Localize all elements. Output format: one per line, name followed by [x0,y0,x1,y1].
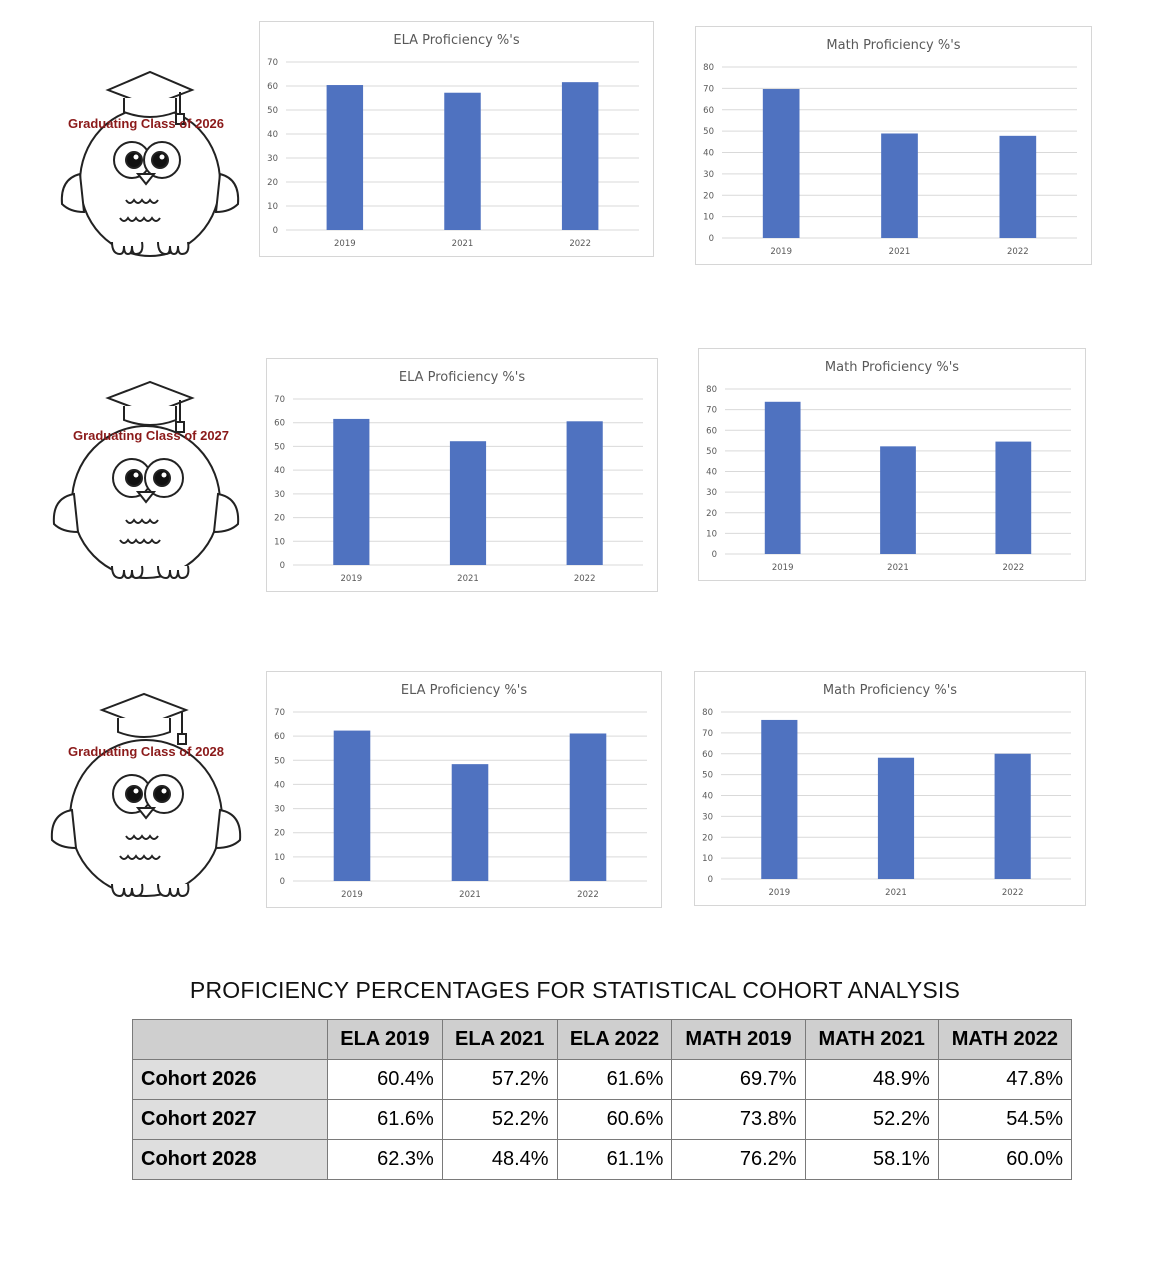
y-tick-label: 0 [272,226,278,236]
table-cell: 47.8% [938,1060,1071,1100]
row-header: Cohort 2027 [133,1100,328,1140]
math-chart-2027-svg [699,349,1085,580]
table-cell: 48.9% [805,1060,938,1100]
table-cell: 60.6% [557,1100,672,1140]
owl-drawing [52,694,240,896]
x-tick-label: 2022 [1001,888,1024,898]
y-tick-label: 20 [706,508,717,519]
bar [995,754,1031,879]
math-chart-2027 [698,348,1086,581]
bar [763,89,800,238]
table-cell: 58.1% [805,1140,938,1180]
y-tick-label: 10 [274,537,285,548]
y-tick-label: 10 [703,212,714,223]
y-tick-label: 20 [274,828,285,839]
column-header: ELA 2022 [557,1020,672,1060]
column-header: ELA 2019 [328,1020,443,1060]
row-header: Cohort 2026 [133,1060,328,1100]
proficiency-table [132,1019,1072,1180]
y-tick-label: 20 [702,833,713,844]
x-tick-label: 2022 [1002,563,1025,573]
owl-label: Graduating Class of 2028 [67,744,225,759]
bar [570,733,607,881]
bar [444,93,480,230]
y-tick-label: 70 [702,728,713,739]
y-tick-label: 20 [703,191,714,202]
y-tick-label: 20 [267,178,278,188]
x-tick-label: 2019 [770,247,792,257]
chart-title: Math Proficiency %'s [822,683,958,698]
y-tick-label: 80 [706,385,717,395]
y-tick-label: 10 [267,202,278,212]
y-tick-label: 10 [274,852,285,863]
bar [452,764,489,881]
ela-chart-2026-svg [260,22,653,256]
table-cell: 52.2% [442,1100,557,1140]
x-tick-label: 2021 [885,888,907,898]
y-tick-label: 0 [707,875,713,885]
table-cell: 48.4% [442,1140,557,1180]
chart-title: Math Proficiency %'s [824,360,960,375]
x-tick-label: 2021 [459,890,481,900]
x-tick-label: 2021 [888,247,911,257]
y-tick-label: 80 [703,63,714,73]
y-tick-label: 60 [706,426,717,437]
y-tick-label: 60 [274,732,285,743]
table-row [133,1100,1072,1140]
x-tick-label: 2019 [341,890,363,900]
table-cell: 61.1% [557,1140,672,1180]
y-tick-label: 10 [706,529,717,540]
bar [881,133,918,238]
owl-label: Graduating Class of 2026 [67,116,225,131]
y-tick-label: 40 [274,780,285,791]
x-tick-label: 2022 [577,890,599,900]
y-tick-label: 40 [702,791,713,802]
y-tick-label: 60 [274,418,285,429]
table-cell: 76.2% [672,1140,805,1180]
y-tick-label: 40 [703,148,714,159]
y-tick-label: 30 [267,154,278,164]
y-tick-label: 10 [702,854,713,865]
table-cell: 69.7% [672,1060,805,1100]
y-tick-label: 70 [274,395,285,405]
y-tick-label: 50 [703,127,714,138]
bar [562,82,598,230]
bar [878,758,914,879]
y-tick-label: 50 [274,756,285,767]
y-tick-label: 60 [267,82,278,92]
table-cell: 60.0% [938,1140,1071,1180]
table-row [133,1140,1072,1180]
ela-chart-2026 [259,21,654,257]
ela-chart-2027-svg [267,359,657,591]
table-cell: 57.2% [442,1060,557,1100]
y-tick-label: 50 [702,770,713,781]
x-tick-label: 2019 [768,888,791,898]
y-tick-label: 0 [279,877,285,887]
owl-drawing [62,72,238,256]
y-tick-label: 30 [706,488,717,499]
table-cell: 62.3% [328,1140,443,1180]
ela-chart-2027 [266,358,658,592]
table-cell: 54.5% [938,1100,1071,1140]
bar [327,85,363,230]
math-chart-2028 [694,671,1086,906]
y-tick-label: 70 [706,405,717,416]
ela-chart-2028 [266,671,662,908]
bar [765,402,801,554]
y-tick-label: 30 [274,804,285,815]
math-chart-2026 [695,26,1092,265]
y-tick-label: 0 [708,234,714,244]
x-tick-label: 2022 [1007,247,1029,257]
table-header-row [133,1020,1072,1060]
y-tick-label: 80 [702,708,713,718]
chart-title: ELA Proficiency %'s [393,33,520,48]
ela-chart-2028-svg [267,672,661,907]
y-tick-label: 50 [274,442,285,453]
table-cell: 61.6% [328,1100,443,1140]
math-chart-2028-svg [695,672,1085,905]
owl-illustration-2027 [46,378,246,593]
table-cell: 52.2% [805,1100,938,1140]
y-tick-label: 70 [274,708,285,718]
column-header: ELA 2021 [442,1020,557,1060]
column-header: MATH 2021 [805,1020,938,1060]
table-title: PROFICIENCY PERCENTAGES FOR STATISTICAL COHORT ANALYSIS [189,977,961,1003]
bar [450,441,486,565]
column-header: MATH 2022 [938,1020,1071,1060]
y-tick-label: 70 [267,58,278,68]
y-tick-label: 60 [703,105,714,116]
table-cell: 73.8% [672,1100,805,1140]
owl-2027-svg [46,378,246,588]
y-tick-label: 30 [703,169,714,180]
row-header: Cohort 2028 [133,1140,328,1180]
chart-title: Math Proficiency %'s [826,38,961,53]
x-tick-label: 2021 [451,239,474,249]
owl-illustration-2026 [50,64,250,269]
y-tick-label: 60 [702,749,713,760]
y-tick-label: 40 [706,467,717,478]
math-chart-2026-svg [696,27,1091,264]
table-cell: 60.4% [328,1060,443,1100]
owl-illustration-2028 [46,692,246,912]
y-tick-label: 0 [711,550,717,560]
owl-2028-svg [46,692,246,907]
y-tick-label: 70 [703,84,714,95]
y-tick-label: 40 [267,130,278,140]
bar [334,731,371,881]
x-tick-label: 2022 [573,574,596,584]
y-tick-label: 30 [702,812,713,823]
owl-drawing [54,382,238,578]
y-tick-label: 0 [279,561,285,571]
bar [567,421,603,565]
bar [333,419,369,565]
x-tick-label: 2021 [887,563,909,573]
table-cell: 61.6% [557,1060,672,1100]
x-tick-label: 2019 [340,574,363,584]
bar [999,136,1036,238]
y-tick-label: 50 [267,106,278,116]
bar [761,720,797,879]
chart-title: ELA Proficiency %'s [400,683,528,698]
x-tick-label: 2019 [334,239,356,249]
table-corner-cell [133,1020,328,1060]
x-tick-label: 2021 [457,574,479,584]
y-tick-label: 30 [274,489,285,500]
y-tick-label: 40 [274,466,285,477]
table-row [133,1060,1072,1100]
y-tick-label: 50 [706,446,717,457]
bar [880,446,916,554]
column-header: MATH 2019 [672,1020,805,1060]
chart-title: ELA Proficiency %'s [398,370,526,385]
x-tick-label: 2019 [771,563,794,573]
owl-label: Graduating Class of 2027 [72,428,230,443]
owl-2026-svg [50,64,250,264]
y-tick-label: 20 [274,513,285,524]
x-tick-label: 2022 [569,239,591,249]
bar [995,442,1031,554]
